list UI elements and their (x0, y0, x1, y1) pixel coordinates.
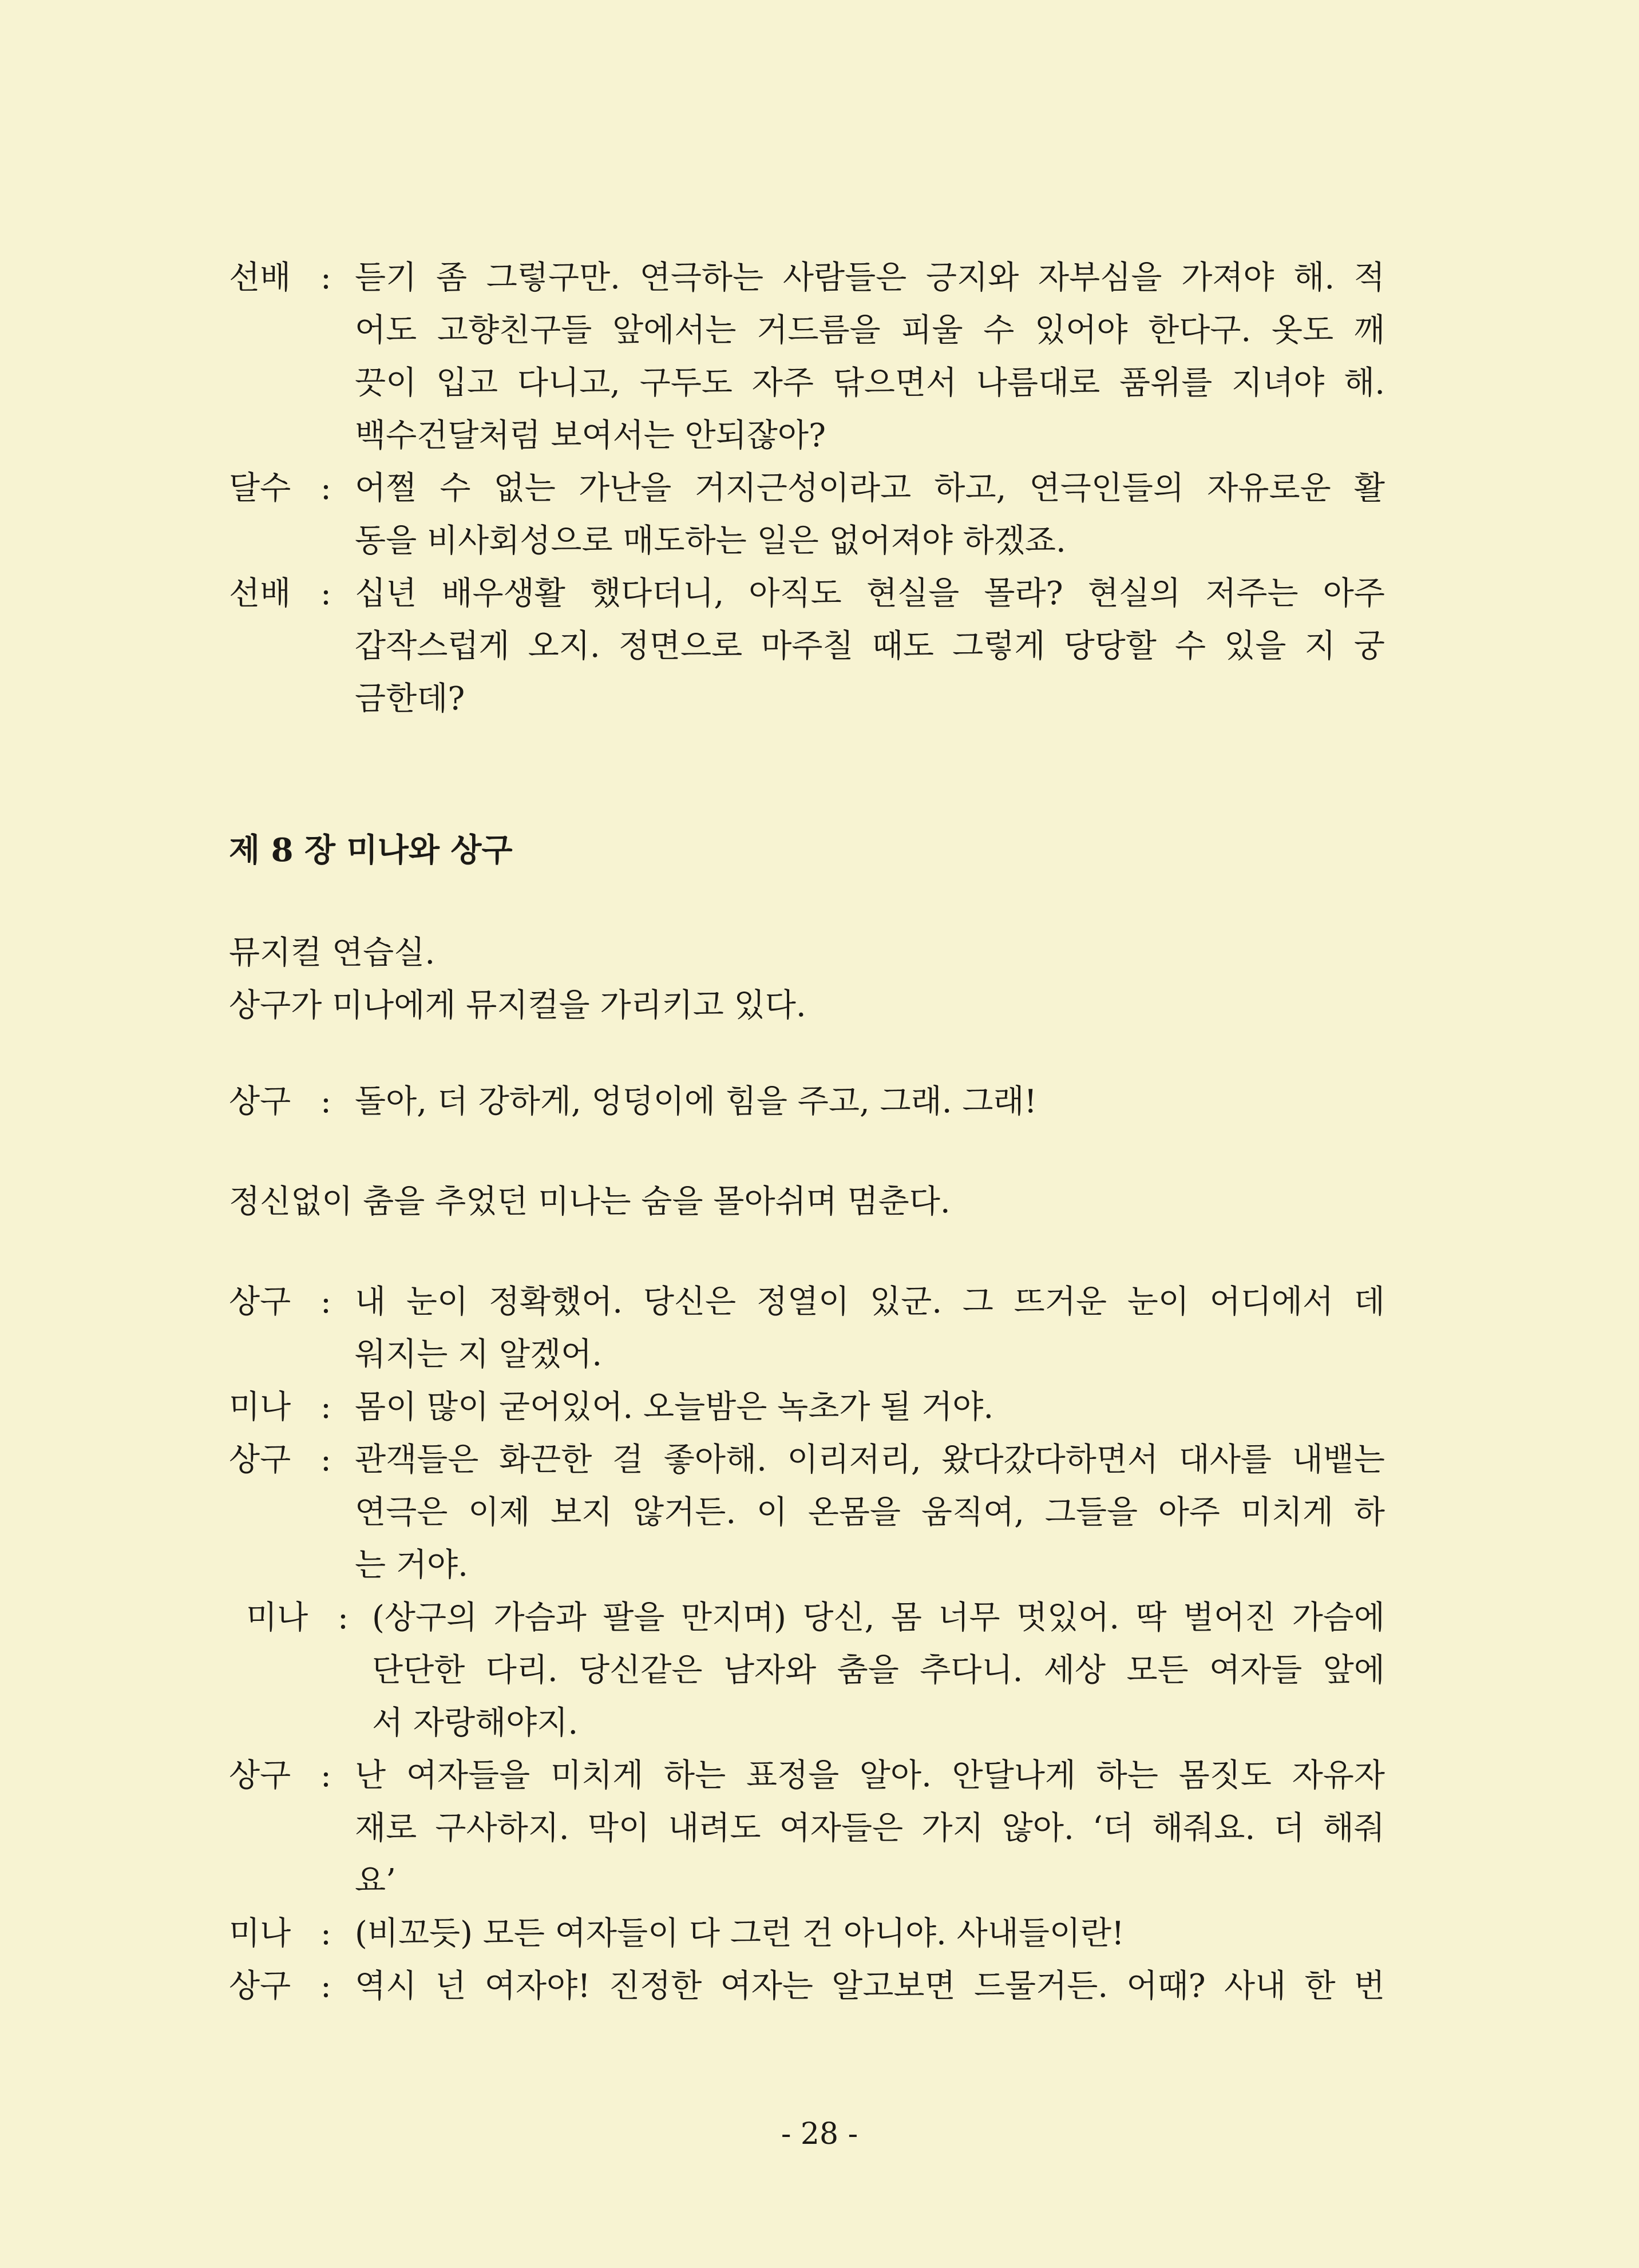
speaker-separator: : (320, 1283, 331, 1321)
speaker-name: 상구 (229, 1441, 291, 1478)
dialogue-line: 끗이 입고 다니고, 구두도 자주 닦으면서 나름대로 품위를 지녀야 해. (355, 364, 1385, 402)
speaker-separator: : (320, 1389, 331, 1426)
dialogue-line: (비꼬듯) 모든 여자들이 다 그런 건 아니야. 사내들이란! (355, 1915, 1125, 1952)
speaker-name: 상구 (229, 1968, 291, 2005)
speaker-name: 선배 (229, 575, 291, 612)
stage-direction: 뮤지컬 연습실. (229, 934, 436, 972)
speaker-separator: : (320, 1757, 331, 1794)
speaker-separator: : (320, 259, 331, 296)
dialogue-entry (229, 1381, 1385, 1434)
dialogue-line: 몸이 많이 굳어있어. 오늘밤은 녹초가 될 거야. (355, 1389, 994, 1426)
dialogue-line: 어쩔 수 없는 가난을 거지근성이라고 하고, 연극인들의 자유로운 활 (355, 470, 1385, 507)
speaker-name: 상구 (229, 1283, 291, 1321)
dialogue-entry (229, 1076, 1385, 1128)
stage-direction: 정신없이 춤을 추었던 미나는 숨을 몰아쉬며 멈춘다. (229, 1183, 951, 1220)
dialogue-line: 연극은 이제 보지 않거든. 이 온몸을 움직여, 그들을 아주 미치게 하 (355, 1494, 1385, 1531)
dialogue-line: 재로 구사하지. 막이 내려도 여자들은 가지 않아. ‘더 해줘요. 더 해줘 (355, 1810, 1385, 1847)
dialogue-line: 워지는 지 알겠어. (355, 1336, 603, 1373)
dialogue-line: 난 여자들을 미치게 하는 표정을 알아. 안달나게 하는 몸짓도 자유자 (355, 1757, 1385, 1794)
dialogue-block-1 (229, 252, 1385, 725)
dialogue-line: 요’ (355, 1862, 396, 1900)
dialogue-line: 서 자랑해야지. (372, 1704, 579, 1742)
dialogue-line: 관객들은 화끈한 걸 좋아해. 이리저리, 왔다갔다하면서 대사를 내뱉는 (355, 1441, 1385, 1478)
dialogue-line: 돌아, 더 강하게, 엉덩이에 힘을 주고, 그래. 그래! (355, 1083, 1038, 1120)
dialogue-entry (229, 1750, 1385, 1908)
stage-directions (229, 927, 1385, 1032)
dialogue-entry (246, 1592, 1385, 1750)
dialogue-line: 단단한 다리. 당신같은 남자와 춤을 추다니. 세상 모든 여자들 앞에 (372, 1652, 1385, 1689)
scene-section (229, 824, 1385, 877)
speaker-separator: : (320, 1441, 331, 1478)
speaker-name: 달수 (229, 470, 291, 507)
dialogue-line: 어도 고향친구들 앞에서는 거드름을 피울 수 있어야 한다구. 옷도 깨 (355, 312, 1385, 349)
dialogue-entry (229, 462, 1385, 568)
speaker-name: 미나 (246, 1599, 308, 1636)
dialogue-line: 역시 넌 여자야! 진정한 여자는 알고보면 드물거든. 어때? 사내 한 번 (355, 1968, 1385, 2005)
dialogue-line: 는 거야. (355, 1547, 468, 1584)
dialogue-line: 십년 배우생활 했다더니, 아직도 현실을 몰라? 현실의 저주는 아주 (355, 575, 1385, 612)
speaker-separator: : (320, 1915, 331, 1952)
dialogue-block-3 (229, 1276, 1385, 2013)
speaker-name: 미나 (229, 1389, 291, 1426)
dialogue-entry (229, 1908, 1385, 1960)
dialogue-line: 동을 비사회성으로 매도하는 일은 없어져야 하겠죠. (355, 522, 1066, 560)
dialogue-line: 듣기 좀 그렇구만. 연극하는 사람들은 긍지와 자부심을 가져야 해. 적 (355, 259, 1385, 296)
dialogue-entry (229, 1960, 1385, 2013)
speaker-separator: : (320, 470, 331, 507)
speaker-separator: : (320, 1083, 331, 1120)
stage-directions-2 (229, 1176, 1385, 1228)
speaker-name: 상구 (229, 1083, 291, 1120)
scene-heading: 제 8 장 미나와 상구 (229, 831, 513, 869)
dialogue-entry (229, 568, 1385, 725)
dialogue-block-2 (229, 1076, 1385, 1128)
speaker-name: 선배 (229, 259, 291, 296)
speaker-separator: : (338, 1599, 349, 1636)
dialogue-line: 갑작스럽게 오지. 정면으로 마주칠 때도 그렇게 당당할 수 있을 지 궁 (355, 628, 1385, 665)
speaker-name: 상구 (229, 1757, 291, 1794)
dialogue-line: 백수건달처럼 보여서는 안되잖아? (355, 417, 826, 454)
dialogue-line: (상구의 가슴과 팔을 만지며) 당신, 몸 너무 멋있어. 딱 벌어진 가슴에 (372, 1599, 1385, 1636)
dialogue-entry (229, 1276, 1385, 1381)
dialogue-entry (229, 1434, 1385, 1592)
speaker-separator: : (320, 575, 331, 612)
page-number: - 28 - (781, 2117, 858, 2151)
speaker-separator: : (320, 1968, 331, 2005)
speaker-name: 미나 (229, 1915, 291, 1952)
dialogue-line: 금한데? (355, 680, 465, 717)
stage-direction: 상구가 미나에게 뮤지컬을 가리키고 있다. (229, 987, 806, 1024)
dialogue-line: 내 눈이 정확했어. 당신은 정열이 있군. 그 뜨거운 눈이 어디에서 데 (355, 1283, 1385, 1321)
dialogue-entry (229, 252, 1385, 462)
